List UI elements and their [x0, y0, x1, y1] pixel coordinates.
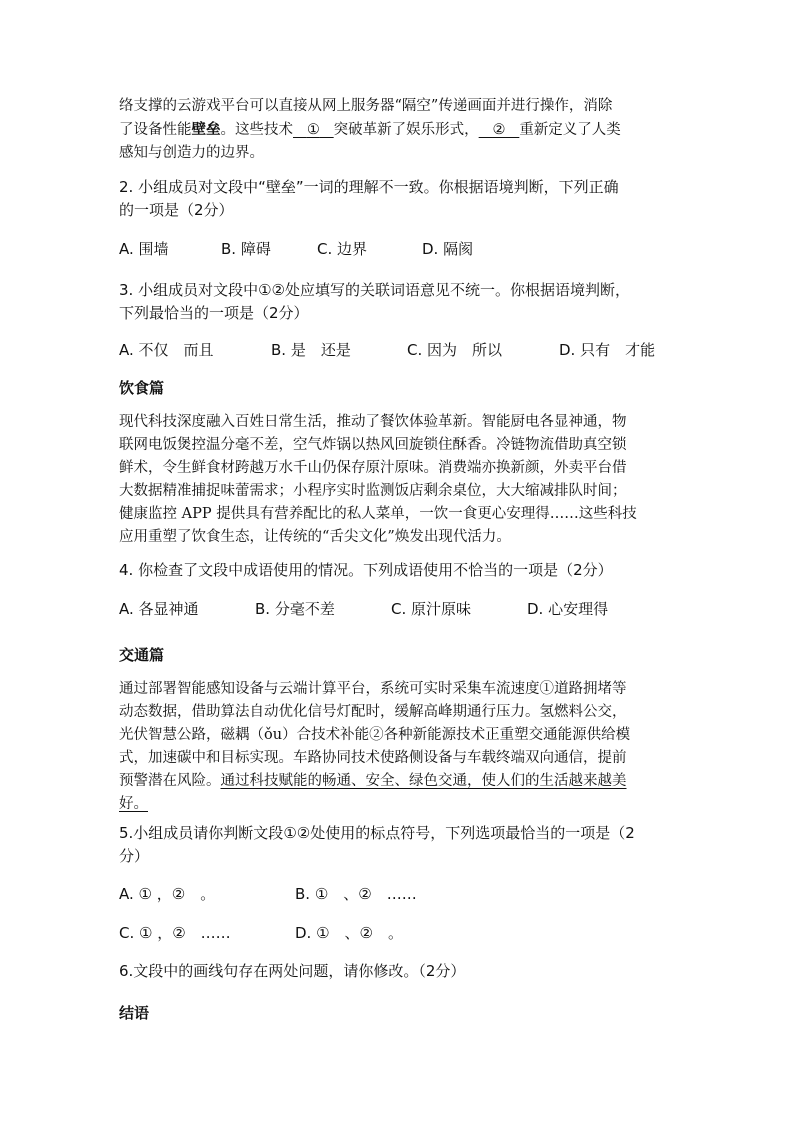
- question-5-line-2: 分）: [119, 847, 150, 865]
- traffic-paragraph: [119, 678, 675, 816]
- question-3-line-2: 下列最恰当的一项是（2分）: [119, 304, 309, 322]
- traffic-line: 动态数据，借助算法自动优化信号灯配时，缓解高峰期通行压力。氢燃料公交，: [119, 704, 627, 720]
- question-6-line-1: 6.文段中的画线句存在两处问题，请你修改。（2分）: [119, 962, 466, 980]
- option-c[interactable]: C. ① ，② ……: [119, 924, 231, 942]
- traffic-line: 光伏智慧公路，磁耦（ǒu）合技术补能②各种新能源技术正重塑交通能源供给模: [119, 727, 631, 743]
- section-title-traffic: 交通篇: [119, 646, 165, 664]
- question-2-line-2: 的一项是（2分）: [119, 201, 234, 219]
- intro-line-3: 感知与创造力的边界。: [119, 145, 264, 161]
- food-line: 大数据精准捕捉味蕾需求；小程序实时监测饭店剩余桌位，大大缩减排队时间；: [119, 483, 627, 499]
- option-a[interactable]: A. 各显神通: [119, 600, 199, 618]
- question-5-line-1: 5.小组成员请你判断文段①②处使用的标点符号，下列选项最恰当的一项是（2: [119, 824, 635, 842]
- question-4-options: [119, 598, 675, 622]
- question-5-options-row-1: [119, 883, 675, 907]
- intro-line-1: 络支撑的云游戏平台可以直接从网上服务器“隔空”传递画面并进行操作，消除: [119, 98, 613, 114]
- option-a[interactable]: A. 围墙: [119, 240, 169, 258]
- food-line: 健康监控 APP 提供具有营养配比的私人菜单，一饮一食更心安理得……这些科技: [119, 506, 637, 522]
- section-title-end: 结语: [119, 1004, 150, 1022]
- intro-paragraph: [119, 95, 675, 165]
- traffic-line: 通过部署智能感知设备与云端计算平台，系统可实时采集车流速度①道路拥堵等: [119, 681, 627, 697]
- question-3-line-1: 3. 小组成员对文段中①②处应填写的关联词语意见不统一。你根据语境判断，: [119, 281, 630, 299]
- option-b[interactable]: B. 障碍: [221, 240, 271, 258]
- intro-line-2: [119, 118, 675, 142]
- option-c[interactable]: C. 边界: [317, 240, 368, 258]
- food-line: 现代科技深度融入百姓日常生活，推动了餐饮体验革新。智能厨电各显神通，物: [119, 414, 627, 430]
- option-b[interactable]: B. 是 还是: [271, 341, 351, 359]
- option-d[interactable]: D. 只有 才能: [559, 341, 656, 359]
- question-5-options-row-2: [119, 922, 675, 946]
- bold-word: 壁垒: [191, 121, 221, 138]
- question-4-line-1: 4. 你检查了文段中成语使用的情况。下列成语使用不恰当的一项是（2分）: [119, 561, 613, 579]
- fill-blank-2: [479, 119, 520, 142]
- section-title-food: 饮食篇: [119, 379, 165, 397]
- food-paragraph: [119, 411, 675, 549]
- fill-blank-1: [293, 119, 334, 142]
- question-2-line-1: 2. 小组成员对文段中“壁垒”一词的理解不一致。你根据语境判断，下列正确: [119, 178, 619, 196]
- option-d[interactable]: D. ① 、② 。: [295, 924, 403, 942]
- question-2-options: [119, 238, 675, 262]
- intro-text: 重新定义了人类: [519, 122, 621, 138]
- option-c[interactable]: C. 原汁原味: [391, 600, 472, 618]
- question-2: [119, 176, 675, 222]
- intro-text: 了设备性能: [119, 122, 192, 138]
- option-d[interactable]: D. 隔阂: [422, 240, 474, 258]
- traffic-line: 式，加速碳中和目标实现。车路协同技术使路侧设备与车载终端双向通信，提前: [119, 750, 627, 766]
- traffic-line: [119, 770, 675, 793]
- blank-label: ①: [306, 122, 320, 138]
- question-4: [119, 559, 675, 582]
- underlined-sentence: 好。: [119, 796, 148, 812]
- traffic-text: 预警潜在风险。: [119, 773, 221, 789]
- option-b[interactable]: B. ① 、② ……: [295, 885, 417, 903]
- intro-text: 。这些技术: [220, 122, 293, 138]
- option-c[interactable]: C. 因为 所以: [407, 341, 503, 359]
- food-line: 鲜术，令生鲜食材跨越万水千山仍保存原汁原味。消费端亦换新颜，外卖平台借: [119, 460, 627, 476]
- food-line: 联网电饭煲控温分毫不差，空气炸锅以热风回旋锁住酥香。冷链物流借助真空锁: [119, 437, 627, 453]
- option-a[interactable]: A. ① ，② 。: [119, 885, 216, 903]
- question-5: [119, 822, 675, 868]
- question-3: [119, 279, 675, 325]
- question-3-options: [119, 339, 675, 363]
- option-d[interactable]: D. 心安理得: [527, 600, 609, 618]
- option-b[interactable]: B. 分毫不差: [255, 600, 335, 618]
- intro-text: 突破革新了娱乐形式，: [333, 122, 479, 138]
- blank-label: ②: [492, 122, 506, 138]
- traffic-line: [119, 793, 675, 816]
- underlined-sentence: 通过科技赋能的畅通、安全、绿色交通，使人们的生活越来越美: [220, 773, 627, 789]
- option-a[interactable]: A. 不仅 而且: [119, 341, 214, 359]
- food-line: 应用重塑了饮食生态，让传统的“舌尖文化”焕发出现代活力。: [119, 529, 511, 545]
- question-6: [119, 960, 675, 983]
